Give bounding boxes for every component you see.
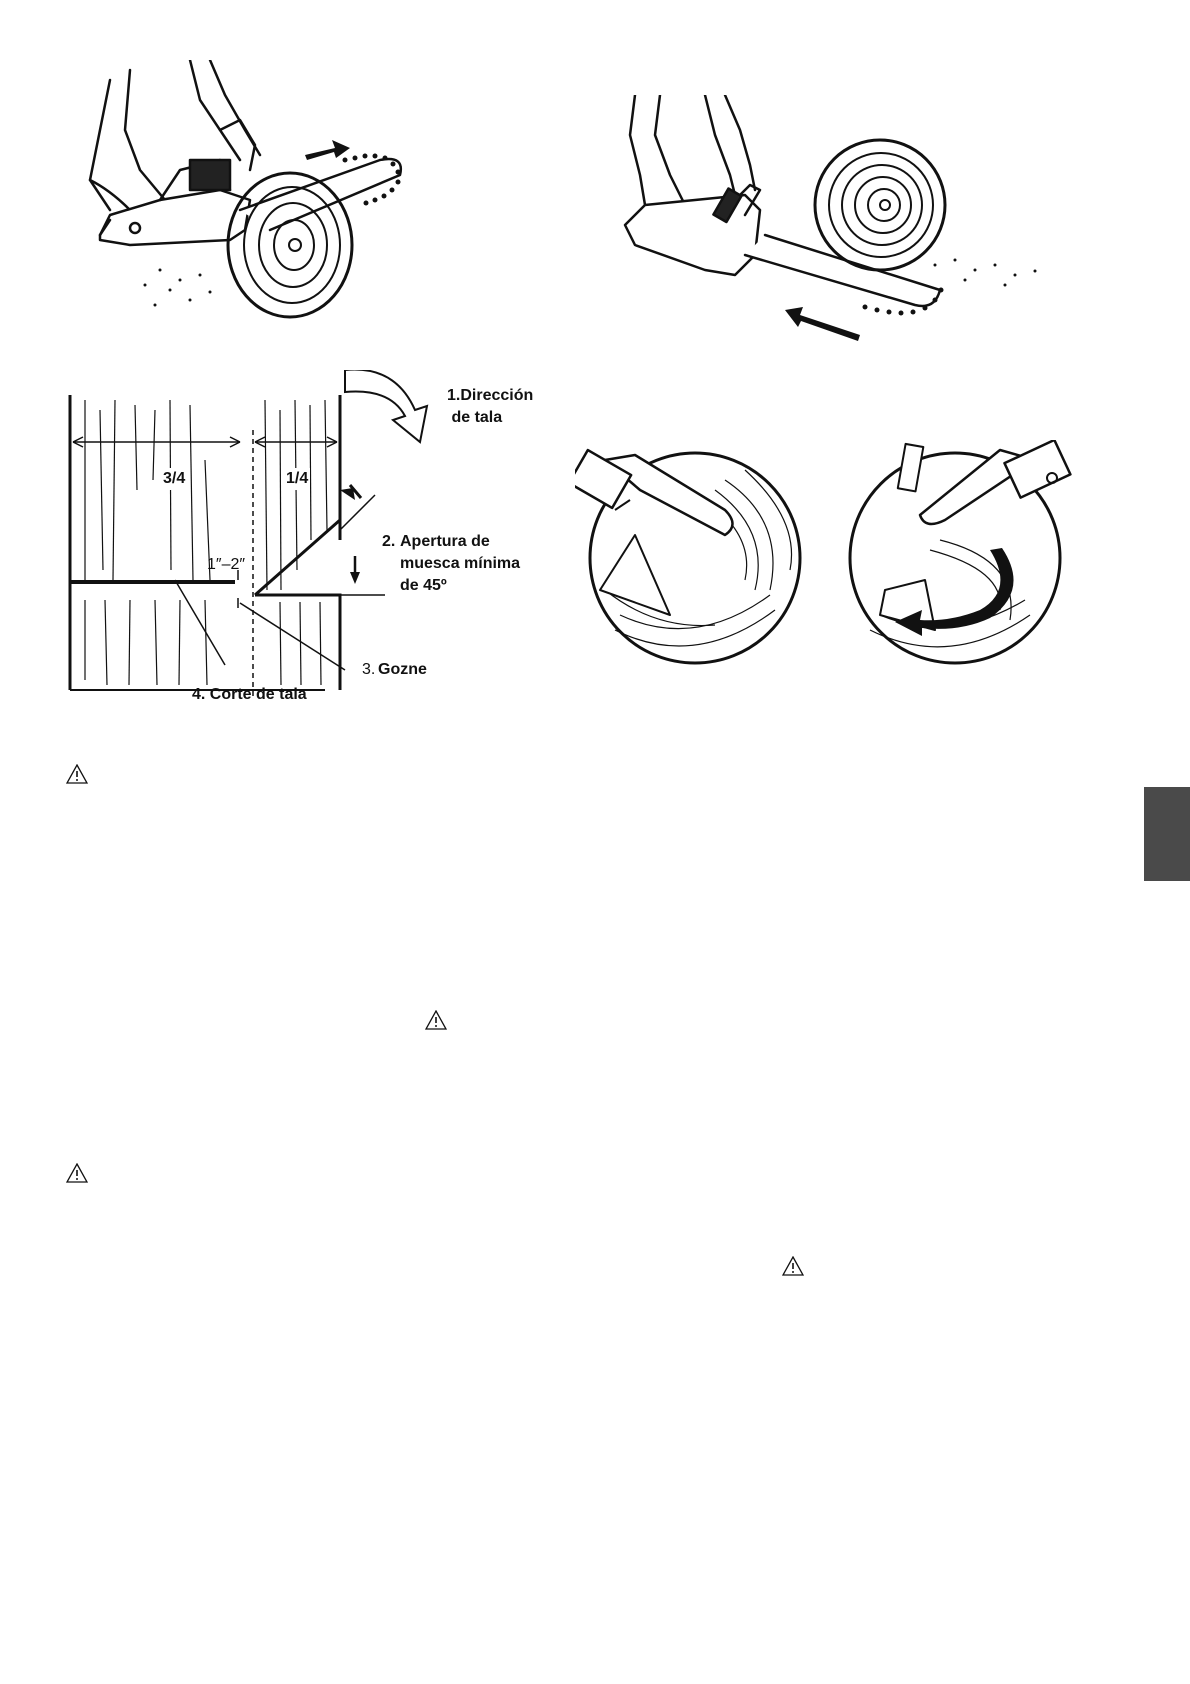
warning-triangle-icon [66, 1163, 88, 1183]
section-tab-marker [1144, 787, 1190, 881]
chainsaw-crosscut-push-illustration [70, 60, 450, 350]
felling-direction-label: 1.Dirección de tala [447, 387, 534, 426]
hinge-dimension-label: 1″–2″ [207, 556, 246, 573]
fraction-one-quarter-label: 1/4 [284, 468, 310, 490]
felling-cut-label: 4. Corte de tala [192, 686, 307, 703]
warning-triangle-icon [782, 1256, 804, 1276]
chainsaw-crosscut-pull-illustration [615, 95, 1055, 345]
bore-cut-right-illustration [840, 440, 1090, 670]
notch-label-line2: muesca mínima [400, 555, 521, 572]
warning-triangle-icon [66, 764, 88, 784]
warning-triangle-icon [425, 1010, 447, 1030]
bore-cut-left-illustration [575, 440, 815, 670]
hinge-label: Gozne [378, 661, 427, 678]
fraction-three-quarters-label: 3/4 [159, 468, 189, 490]
notch-label-line1: Apertura de [400, 533, 490, 550]
notch-number-label: 2. [382, 533, 396, 550]
hinge-number-label: 3. [362, 661, 376, 678]
notch-label-line3: de 45º [400, 577, 447, 594]
